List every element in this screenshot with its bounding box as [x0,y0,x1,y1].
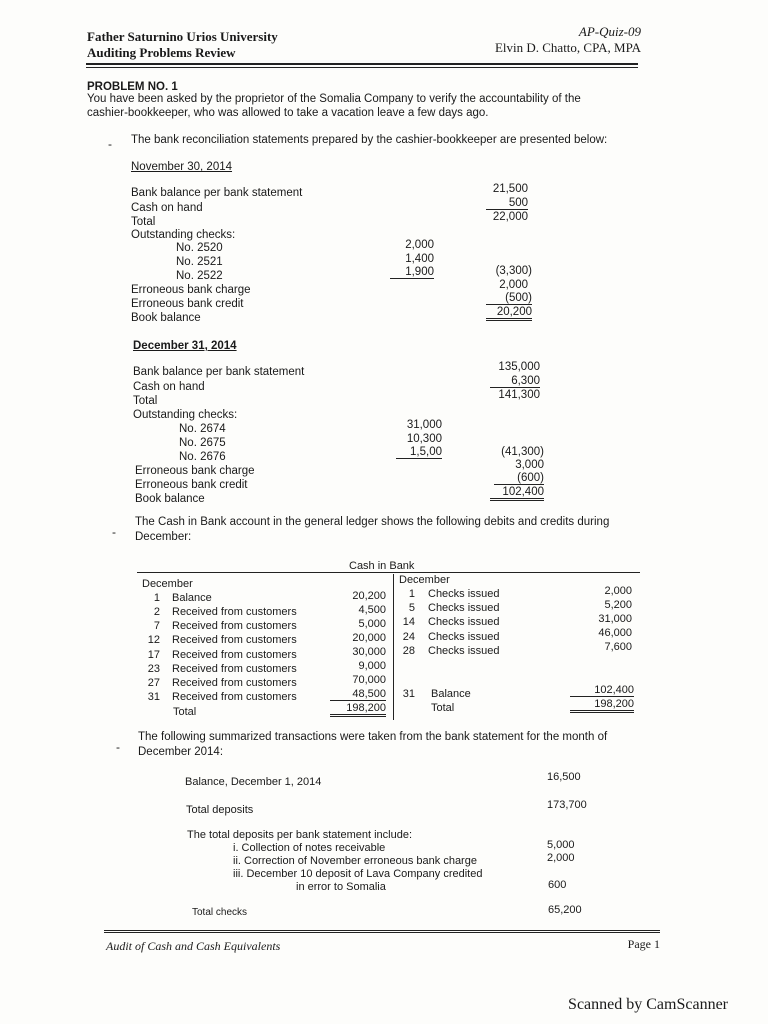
bank-stmt-item-amount: 5,000 [547,839,575,851]
bank-stmt-item: i. Collection of notes receivable [233,842,386,854]
bank-stmt-checks-value: 65,200 [548,904,582,916]
recon-dec-book-value: 102,400 [490,486,544,501]
page-number: Page 1 [627,937,660,951]
ledger-debit-desc: Received from customers [172,634,297,646]
recon-dec-total-label: Total [133,395,158,407]
recon-nov-book-label: Book balance [131,312,201,324]
recon-dec-cash-value: 6,300 [490,375,540,388]
recon-dec-check-label: No. 2676 [179,451,226,463]
bank-stmt-intro-line1: The following summarized transactions were taken from the bank statement for the month of [138,731,608,743]
ledger-debit-amount: 9,000 [358,660,386,672]
scanner-watermark: Scanned by CamScanner [568,996,728,1013]
ledger-credit-desc: Checks issued [428,645,500,657]
bank-stmt-balance-label: Balance, December 1, 2014 [185,776,322,788]
recon-nov-total-value: 22,000 [492,211,528,223]
recon-dec-credit-label: Erroneous bank credit [135,479,248,491]
ledger-debit-header: December [142,578,193,590]
recon-dec-outstanding-total: (41,300) [501,446,544,458]
problem-intro-line1: You have been asked by the proprietor of the Somalia Company to verify the accountability of the [87,93,581,105]
subject-title: Auditing Problems Review [87,45,236,60]
ledger-debit-day: 27 [147,677,160,689]
ledger-debit-total-label: Total [173,706,197,718]
recon-dec-outstanding-label: Outstanding checks: [133,409,238,421]
recon-dec-check-label: No. 2674 [179,423,226,435]
header-right [495,24,641,56]
ledger-debit-day: 17 [147,649,160,661]
recon-dec-bank-label: Bank balance per bank statement [133,366,305,378]
bullet-3: - [116,740,120,754]
ledger-credit-amount: 31,000 [598,613,632,625]
ledger-debit-desc: Received from customers [172,649,297,661]
recon-nov-check-label: No. 2521 [176,256,223,268]
recon-nov-title: November 30, 2014 [131,161,233,173]
recon-dec-charge-label: Erroneous bank charge [135,465,255,477]
recon-dec-title: December 31, 2014 [133,340,237,352]
ledger-debit-amount: 48,500 [330,688,386,701]
problem-intro-line2: cashier-bookkeeper, who was allowed to take a vacation leave a few days ago. [87,107,489,119]
recon-dec-check-amount: 31,000 [406,419,442,431]
ledger-debit-desc: Balance [172,592,212,604]
ledger-balance-day: 31 [402,688,415,700]
ledger-debit-desc: Received from customers [172,606,297,618]
bank-stmt-deposits-value: 173,700 [547,799,587,811]
ledger-intro-line2: December: [135,531,192,543]
recon-dec-check-amount: 1,5,00 [396,446,442,459]
recon-nov-check-amount: 2,000 [405,239,434,251]
footer-title: Audit of Cash and Cash Equivalents [106,939,281,953]
ledger-debit-day: 1 [153,592,160,604]
ledger-credit-day: 1 [408,588,415,600]
ledger-credit-day: 24 [402,631,415,643]
ledger-credit-amount: 2,000 [604,585,632,597]
ledger-debit-desc: Received from customers [172,620,297,632]
ledger-debit-day: 7 [153,620,160,632]
ledger-title: Cash in Bank [349,560,415,572]
ledger-credit-amount: 7,600 [604,641,632,653]
recon-nov-check-label: No. 2520 [176,242,223,254]
bank-stmt-item-amount: 2,000 [547,852,575,864]
ledger-credit-day: 28 [402,645,415,657]
ledger-balance-label: Balance [431,688,471,700]
recon-dec-book-label: Book balance [135,493,205,505]
ledger-debit-day: 2 [153,606,160,618]
recon-dec-cash-label: Cash on hand [133,381,205,393]
bullet-2: - [112,525,116,539]
ledger-credit-header: December [399,574,450,586]
university-name: Father Saturnino Urios University [87,29,278,44]
ledger-credit-total-label: Total [431,702,455,714]
ledger-credit-desc: Checks issued [428,616,500,628]
ledger-debit-desc: Received from customers [172,677,297,689]
footer-rule [104,930,660,933]
bank-stmt-intro-line2: December 2014: [138,746,224,758]
header-left [87,29,278,61]
bank-stmt-item-cont: in error to Somalia [296,881,386,893]
ledger-credit-desc: Checks issued [428,602,500,614]
problem-title: PROBLEM NO. 1 [87,81,178,93]
ledger-credit-day: 14 [402,616,415,628]
bank-stmt-balance-value: 16,500 [547,771,581,783]
bullet-1-text: The bank reconciliation statements prepared by the cashier-bookkeeper are presented below: [131,134,608,146]
recon-dec-charge-value: 3,000 [515,459,544,471]
recon-nov-check-amount: 1,400 [405,253,434,265]
recon-nov-charge-label: Erroneous bank charge [131,284,251,296]
ledger-debit-amount: 20,200 [352,590,386,602]
ledger-intro-line1: The Cash in Bank account in the general ledger shows the following debits and credits during [135,516,610,528]
ledger-credit-day: 5 [408,602,415,614]
recon-nov-book-value: 20,200 [486,306,532,321]
recon-nov-cash-value: 500 [486,197,528,210]
recon-nov-credit-value: (500) [486,292,532,305]
ledger-debit-day: 12 [147,634,160,646]
recon-nov-bank-value: 21,500 [492,183,528,195]
recon-nov-outstanding-total: (3,300) [495,265,532,277]
recon-dec-total-value: 141,300 [498,389,540,401]
quiz-id: AP-Quiz-09 [578,24,641,39]
header-rule [86,63,638,65]
bank-stmt-item-amount: 600 [548,879,567,891]
ledger-debit-amount: 30,000 [352,646,386,658]
ledger-top-rule [137,572,640,573]
ledger-debit-amount: 4,500 [358,604,386,616]
header-rule-thin [86,67,638,68]
bank-stmt-deposits-label: Total deposits [186,804,254,816]
author-name: Elvin D. Chatto, CPA, MPA [494,40,641,55]
ledger-divider [393,574,394,720]
ledger-credit-amount: 46,000 [598,627,632,639]
ledger-debit-desc: Received from customers [172,663,297,675]
ledger-credit-total: 198,200 [570,698,634,713]
bank-stmt-checks-label: Total checks [192,907,248,918]
ledger-debit-day: 31 [147,691,160,703]
ledger-credit-desc: Checks issued [428,631,500,643]
ledger-debit-total: 198,200 [330,702,386,717]
recon-nov-cash-label: Cash on hand [131,202,203,214]
bullet-1: - [108,137,112,151]
bank-stmt-item: ii. Correction of November erroneous bank charge [233,855,477,867]
recon-nov-check-label: No. 2522 [176,270,223,282]
recon-dec-credit-value: (600) [494,472,544,485]
recon-nov-bank-label: Bank balance per bank statement [131,187,303,199]
bank-stmt-include-label: The total deposits per bank statement include: [187,829,413,841]
recon-nov-charge-value: 2,000 [499,279,528,291]
ledger-debit-desc: Received from customers [172,691,297,703]
recon-nov-credit-label: Erroneous bank credit [131,298,244,310]
ledger-debit-day: 23 [147,663,160,675]
ledger-debit-amount: 20,000 [352,632,386,644]
recon-dec-check-amount: 10,300 [406,433,442,445]
ledger-credit-amount: 5,200 [604,599,632,611]
recon-nov-check-amount: 1,900 [390,266,434,279]
ledger-balance-amount: 102,400 [570,684,634,697]
ledger-credit-desc: Checks issued [428,588,500,600]
recon-dec-check-label: No. 2675 [179,437,226,449]
recon-nov-outstanding-label: Outstanding checks: [131,229,236,241]
ledger-debit-amount: 5,000 [358,618,386,630]
recon-nov-total-label: Total [131,216,156,228]
bank-stmt-item: iii. December 10 deposit of Lava Company credited [233,868,483,880]
recon-dec-bank-value: 135,000 [498,361,540,373]
ledger-debit-amount: 70,000 [352,674,386,686]
